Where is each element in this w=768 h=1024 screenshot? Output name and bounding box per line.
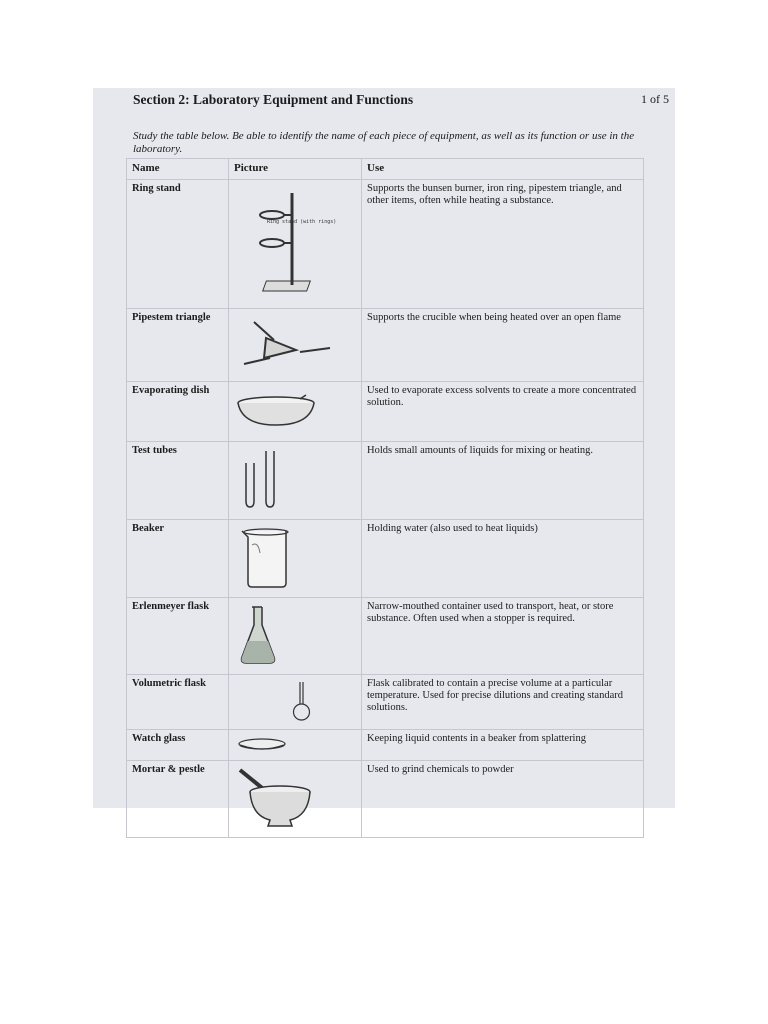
ring-stand-icon <box>234 183 367 305</box>
evaporating-dish-icon <box>234 385 367 438</box>
beaker-icon <box>234 523 367 594</box>
table-row <box>127 309 644 382</box>
equipment-name: Volumetric flask <box>127 675 229 730</box>
equipment-picture <box>229 180 362 309</box>
column-header-use: Use <box>362 159 644 180</box>
equipment-picture <box>229 520 362 598</box>
table-row <box>127 180 644 309</box>
ring-stand-caption: Ring stand (with rings) <box>267 219 337 225</box>
equipment-use: Used to grind chemicals to powder <box>362 761 644 838</box>
equipment-name: Watch glass <box>127 730 229 761</box>
equipment-use: Keeping liquid contents in a beaker from splattering <box>362 730 644 761</box>
equipment-name: Erlenmeyer flask <box>127 598 229 675</box>
column-header-name: Name <box>127 159 229 180</box>
instructions: Study the table below. Be able to identify the name of each piece of equipment, as well as its function or use in the laboratory. <box>133 130 635 155</box>
equipment-picture <box>229 442 362 520</box>
equipment-name: Evaporating dish <box>127 382 229 442</box>
table-row <box>127 598 644 675</box>
table-row <box>127 675 644 730</box>
equipment-picture <box>229 761 362 838</box>
equipment-name: Mortar & pestle <box>127 761 229 838</box>
pipestem-triangle-icon <box>234 312 367 378</box>
column-header-picture: Picture <box>229 159 362 180</box>
equipment-picture <box>229 675 362 730</box>
equipment-use: Supports the bunsen burner, iron ring, pipestem triangle, and other items, often while heating a substance. <box>362 180 644 309</box>
equipment-use: Supports the crucible when being heated over an open flame <box>362 309 644 382</box>
equipment-picture <box>229 382 362 442</box>
equipment-use: Flask calibrated to contain a precise volume at a particular temperature. Used for precise dilutions and creating standard solutions. <box>362 675 644 730</box>
document-page <box>93 88 675 808</box>
table-row <box>127 442 644 520</box>
equipment-use: Holds small amounts of liquids for mixing or heating. <box>362 442 644 520</box>
equipment-picture <box>229 598 362 675</box>
equipment-use: Narrow-mouthed container used to transport, heat, or store substance. Often used when a stopper is required. <box>362 598 644 675</box>
erlenmeyer-flask-icon <box>234 601 367 671</box>
page-number: 1 of 5 <box>641 92 669 106</box>
volumetric-flask-icon <box>234 678 367 726</box>
table-row <box>127 761 644 838</box>
equipment-name: Ring stand <box>127 180 229 309</box>
equipment-picture <box>229 730 362 761</box>
table-header-row <box>127 159 644 180</box>
equipment-name: Test tubes <box>127 442 229 520</box>
equipment-name: Pipestem triangle <box>127 309 229 382</box>
equipment-name: Beaker <box>127 520 229 598</box>
mortar-pestle-icon <box>234 764 367 834</box>
equipment-use: Used to evaporate excess solvents to create a more concentrated solution. <box>362 382 644 442</box>
watch-glass-icon <box>234 733 367 757</box>
equipment-picture <box>229 309 362 382</box>
equipment-use: Holding water (also used to heat liquids) <box>362 520 644 598</box>
table-row <box>127 382 644 442</box>
page-title: Section 2: Laboratory Equipment and Functions <box>133 92 414 107</box>
test-tubes-icon <box>234 445 367 516</box>
equipment-table <box>126 158 644 838</box>
table-row <box>127 730 644 761</box>
table-row <box>127 520 644 598</box>
